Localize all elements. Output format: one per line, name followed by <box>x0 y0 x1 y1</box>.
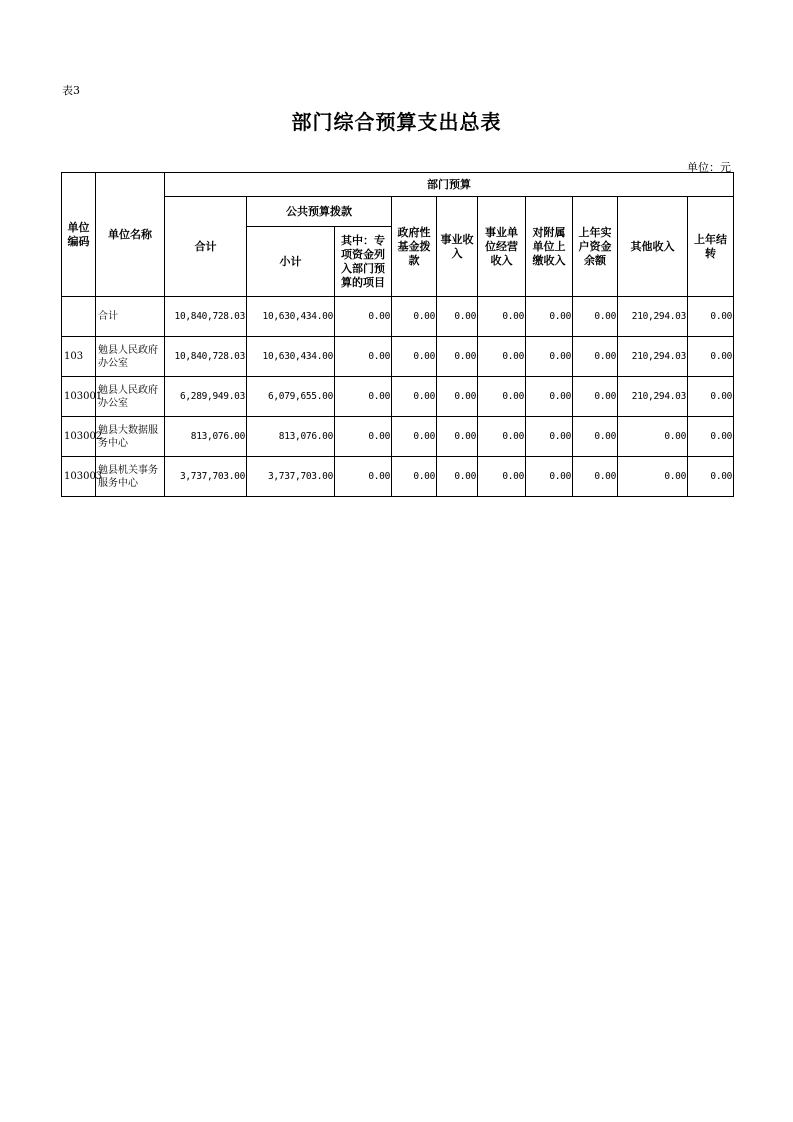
col-header-dept-budget: 部门预算 <box>165 173 734 197</box>
row-business-income: 0.00 <box>437 377 478 417</box>
row-total: 10,840,728.03 <box>165 337 247 377</box>
row-business-income: 0.00 <box>437 297 478 337</box>
row-prior-carryover: 0.00 <box>688 297 734 337</box>
table-row <box>62 457 734 497</box>
col-header-unit-name: 单位名称 <box>96 173 165 297</box>
row-prior-balance: 0.00 <box>573 337 618 377</box>
row-prior-balance: 0.00 <box>573 457 618 497</box>
row-unit-code <box>62 297 96 337</box>
row-prior-carryover: 0.00 <box>688 457 734 497</box>
col-header-operating-income: 事业单位经营收入 <box>478 197 526 297</box>
col-header-unit-code: 单位编码 <box>62 173 96 297</box>
row-business-income: 0.00 <box>437 417 478 457</box>
row-operating-income: 0.00 <box>478 297 526 337</box>
row-special-funds: 0.00 <box>335 337 392 377</box>
row-special-funds: 0.00 <box>335 297 392 337</box>
col-header-business-income: 事业收入 <box>437 197 478 297</box>
row-total: 813,076.00 <box>165 417 247 457</box>
row-other-income: 210,294.03 <box>618 297 688 337</box>
table-row <box>62 297 734 337</box>
row-prior-balance: 0.00 <box>573 297 618 337</box>
col-header-prior-carryover: 上年结转 <box>688 197 734 297</box>
col-header-public-budget: 公共预算拨款 <box>247 197 392 227</box>
row-other-income: 0.00 <box>618 417 688 457</box>
row-subsidiary-income: 0.00 <box>526 377 573 417</box>
row-unit-code: 103003 <box>62 457 96 497</box>
row-special-funds: 0.00 <box>335 377 392 417</box>
row-gov-fund: 0.00 <box>392 457 437 497</box>
table-row <box>62 337 734 377</box>
row-other-income: 210,294.03 <box>618 337 688 377</box>
col-header-total: 合计 <box>165 197 247 297</box>
row-subtotal: 10,630,434.00 <box>247 297 335 337</box>
page-title: 部门综合预算支出总表 <box>291 110 502 134</box>
row-total: 6,289,949.03 <box>165 377 247 417</box>
row-subsidiary-income: 0.00 <box>526 337 573 377</box>
col-header-special-funds: 其中：专项资金列入部门预算的项目 <box>335 227 392 297</box>
row-subtotal: 10,630,434.00 <box>247 337 335 377</box>
row-special-funds: 0.00 <box>335 457 392 497</box>
row-gov-fund: 0.00 <box>392 297 437 337</box>
col-header-subsidiary-income: 对附属单位上缴收入 <box>526 197 573 297</box>
row-unit-code: 103001 <box>62 377 96 417</box>
row-unit-code: 103 <box>62 337 96 377</box>
row-prior-carryover: 0.00 <box>688 417 734 457</box>
row-operating-income: 0.00 <box>478 377 526 417</box>
row-other-income: 0.00 <box>618 457 688 497</box>
row-special-funds: 0.00 <box>335 417 392 457</box>
row-unit-code: 103002 <box>62 417 96 457</box>
budget-table <box>61 172 734 497</box>
row-prior-balance: 0.00 <box>573 417 618 457</box>
col-header-prior-balance: 上年实户资金余额 <box>573 197 618 297</box>
unit-label: 单位：元 <box>687 161 731 174</box>
row-prior-carryover: 0.00 <box>688 337 734 377</box>
row-gov-fund: 0.00 <box>392 377 437 417</box>
row-operating-income: 0.00 <box>478 457 526 497</box>
row-business-income: 0.00 <box>437 337 478 377</box>
row-subsidiary-income: 0.00 <box>526 457 573 497</box>
table-row <box>62 377 734 417</box>
row-prior-balance: 0.00 <box>573 377 618 417</box>
row-unit-name: 勉县人民政府办公室 <box>96 377 165 417</box>
col-header-subtotal: 小计 <box>247 227 335 297</box>
table-label: 表3 <box>62 84 80 97</box>
row-business-income: 0.00 <box>437 457 478 497</box>
col-header-gov-fund: 政府性基金拨款 <box>392 197 437 297</box>
row-unit-name: 合计 <box>96 297 165 337</box>
row-operating-income: 0.00 <box>478 337 526 377</box>
row-total: 3,737,703.00 <box>165 457 247 497</box>
row-unit-name: 勉县机关事务服务中心 <box>96 457 165 497</box>
row-prior-carryover: 0.00 <box>688 377 734 417</box>
row-unit-name: 勉县人民政府办公室 <box>96 337 165 377</box>
row-gov-fund: 0.00 <box>392 417 437 457</box>
table-row <box>62 417 734 457</box>
header-row <box>62 173 734 197</box>
row-operating-income: 0.00 <box>478 417 526 457</box>
row-subsidiary-income: 0.00 <box>526 417 573 457</box>
row-subtotal: 813,076.00 <box>247 417 335 457</box>
row-subtotal: 3,737,703.00 <box>247 457 335 497</box>
row-unit-name: 勉县大数据服务中心 <box>96 417 165 457</box>
col-header-other-income: 其他收入 <box>618 197 688 297</box>
row-subtotal: 6,079,655.00 <box>247 377 335 417</box>
row-gov-fund: 0.00 <box>392 337 437 377</box>
row-subsidiary-income: 0.00 <box>526 297 573 337</box>
row-total: 10,840,728.03 <box>165 297 247 337</box>
row-other-income: 210,294.03 <box>618 377 688 417</box>
